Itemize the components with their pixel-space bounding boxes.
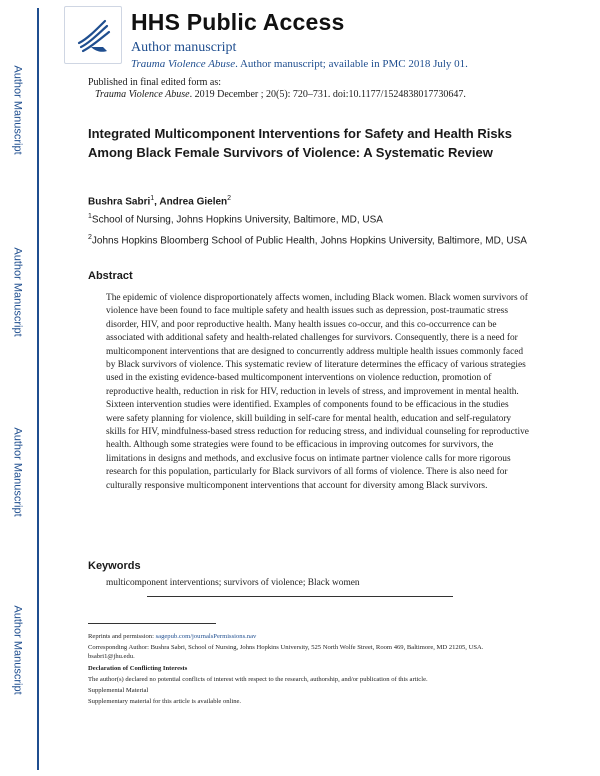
journal-availability: Trauma Violence Abuse. Author manuscript; available in PMC 2018 July 01. (131, 58, 468, 70)
sidebar-label-2: Author Manuscript (12, 247, 25, 337)
affiliation-1: $^1$School of Nursing, Johns Hopkins University, Baltimore, MD, USA (88, 213, 383, 226)
conflict-text: The author(s) declared no potential conflicts of interest with respect to the research, authorship, and/or publication of this article. (88, 676, 428, 683)
section-divider (147, 596, 453, 597)
published-note: Published in final edited form as: (88, 77, 222, 88)
author-name: Bushra Sabri (88, 196, 151, 208)
keywords-heading: Keywords (88, 560, 141, 572)
journal-name: Trauma Violence Abuse (131, 58, 236, 70)
abstract-heading: Abstract (88, 270, 133, 282)
sidebar-label-4: Author Manuscript (12, 605, 25, 695)
author-name: Andrea Gielen (159, 196, 228, 208)
citation: Trauma Violence Abuse. 2019 December ; 20(5): 720–731. doi:10.1177/1524838017730647. (95, 89, 466, 100)
reprints-note: Reprints and permission: sagepub.com/journalsPermissions.nav (88, 633, 257, 640)
correspondence-note: Corresponding Author: Bushra Sabri, School of Nursing, Johns Hopkins University, 525 North Wolfe Street, Room 469, Baltimore, MD 21205, USA. bsabri1@jhu.edu. (88, 644, 484, 660)
supplemental-text: Supplementary material for this article is available online. (88, 698, 242, 705)
author-manuscript-label: Author manuscript (131, 40, 237, 55)
conflict-heading: Declaration of Conflicting Interests (88, 665, 188, 672)
hhs-eagle-logo (64, 6, 122, 64)
sidebar-label-3: Author Manuscript (12, 427, 25, 517)
affiliation-2: $^2$Johns Hopkins Bloomberg School of Public Health, Johns Hopkins University, Baltimore, MD, USA (88, 234, 527, 247)
author-list: Bushra Sabri$^1$, Andrea Gielen$^2$ (88, 195, 232, 208)
permissions-link[interactable]: sagepub.com/journalsPermissions.nav (155, 633, 257, 640)
abstract-body: The epidemic of violence disproportionately affects women, including Black women. Black women survivors of violence have been found to face multiple safety and health issues such as depression, post-traumatic stress disorder, HIV, and poor reproductive health. Many health issues co-occur, and this co-occurrence can be associated with additional safety and health-related challenges for survivors. Consequently, there is a need for multicomponent interventions that are designed to concurrently address multiple health issues commonly faced by Black survivors of violence. This systematic review of literature determines the efficacy of various strategies used in the existing evidence-based multicomponent interventions on violence reduction, promotion of reproductive health, reduction in risk for HIV, reduction in levels of stress, and improvement in mental health. Sixteen intervention studies were identified. Examples of components found to be efficacious in the studies were safety planning for violence, skill building in self-care for mental health, education and self-regulatory skills for HIV, mindfulness-based stress reduction for reducing stress, and individual counseling for reproductive health. Although some strategies were found to be efficacious in improving outcomes for survivors, the limitations in designs and methods, and exclusive focus on intimate partner violence calls for more rigorous research for this population, particularly for Black survivors of all forms of violence. There is also need for culturally responsive multicomponent interventions that account for diversity among Black survivors. (106, 293, 529, 491)
sidebar-label-1: Author Manuscript (12, 65, 25, 155)
article-title: Integrated Multicomponent Interventions for Safety and Health Risks Among Black Female Survivors of Violence: A Systematic Review (88, 126, 513, 160)
keywords-list: multicomponent interventions; survivors of violence; Black women (106, 578, 360, 588)
footnote-divider (88, 623, 216, 624)
supplemental-heading: Supplemental Material (88, 687, 149, 694)
hhs-public-access-title: HHS Public Access (131, 9, 345, 35)
eagle-icon (71, 13, 115, 57)
sidebar-divider (37, 8, 39, 770)
citation-journal: Trauma Violence Abuse (95, 89, 190, 100)
